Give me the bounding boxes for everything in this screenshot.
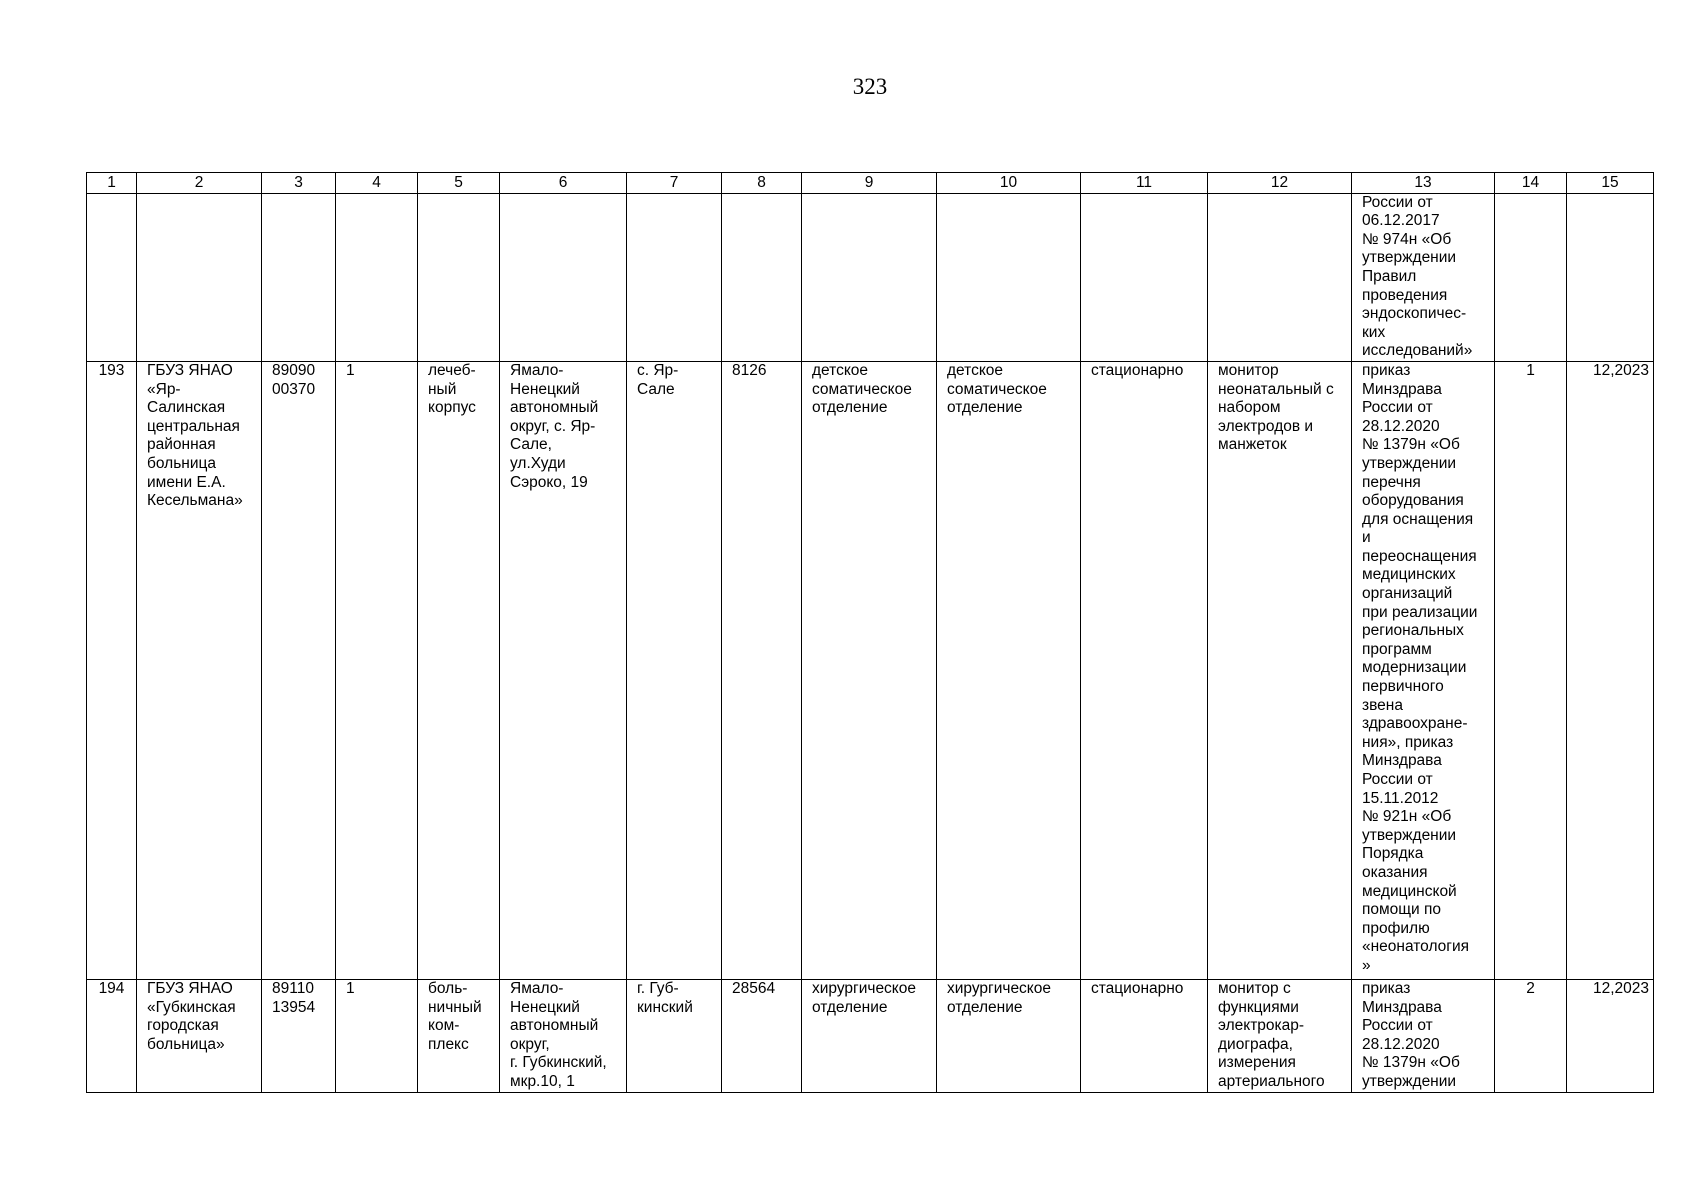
- cell-row-number: 193: [87, 361, 137, 979]
- col-header-13: 13: [1352, 173, 1495, 194]
- col-header-7: 7: [627, 173, 722, 194]
- cell-care-conditions: стационарно: [1081, 979, 1208, 1092]
- cell-population: 8126: [722, 361, 802, 979]
- cell-empty: [802, 193, 937, 361]
- cell-department-profile: детское соматическое отделение: [937, 361, 1081, 979]
- table-row: [87, 979, 1654, 1092]
- cell-address: Ямало- Ненецкий автономный округ, г. Губкинский, мкр.10, 1: [500, 979, 627, 1092]
- cell-legal-basis: России от 06.12.2017 № 974н «Об утверждении Правил проведения эндоскопичес- ких исследований»: [1352, 193, 1495, 361]
- page-number: 323: [852, 74, 888, 99]
- cell-empty: [722, 193, 802, 361]
- cell-department: хирургическое отделение: [802, 979, 937, 1092]
- cell-empty: [336, 193, 418, 361]
- col-header-10: 10: [937, 173, 1081, 194]
- col-header-6: 6: [500, 173, 627, 194]
- cell-empty: [627, 193, 722, 361]
- cell-deadline: 12,2023: [1567, 361, 1654, 979]
- cell-row-number: 194: [87, 979, 137, 1092]
- cell-settlement: г. Губ- кинский: [627, 979, 722, 1092]
- cell-organization: ГБУЗ ЯНАО «Яр- Салинская центральная районная больница имени Е.А. Кесельмана»: [137, 361, 262, 979]
- cell-settlement: с. Яр- Сале: [627, 361, 722, 979]
- cell-empty: [87, 193, 137, 361]
- cell-care-conditions: стационарно: [1081, 361, 1208, 979]
- cell-legal-basis: приказ Минздрава России от 28.12.2020 № 1379н «Об утверждении: [1352, 979, 1495, 1092]
- column-number-header-row: [87, 173, 1654, 194]
- table-row: [87, 361, 1654, 979]
- cell-deadline: 12,2023: [1567, 979, 1654, 1092]
- table-row-continuation: [87, 193, 1654, 361]
- col-header-2: 2: [137, 173, 262, 194]
- cell-empty: [1567, 193, 1654, 361]
- cell-building: боль- ничный ком- плекс: [418, 979, 500, 1092]
- col-header-1: 1: [87, 173, 137, 194]
- cell-code: 89110 13954: [262, 979, 336, 1092]
- cell-organization: ГБУЗ ЯНАО «Губкинская городская больница»: [137, 979, 262, 1092]
- cell-quantity: 1: [336, 361, 418, 979]
- cell-building: лечеб- ный корпус: [418, 361, 500, 979]
- col-header-5: 5: [418, 173, 500, 194]
- cell-empty: [1081, 193, 1208, 361]
- col-header-12: 12: [1208, 173, 1352, 194]
- cell-empty: [137, 193, 262, 361]
- col-header-4: 4: [336, 173, 418, 194]
- cell-empty: [418, 193, 500, 361]
- cell-quantity: 1: [336, 979, 418, 1092]
- cell-department-profile: хирургическое отделение: [937, 979, 1081, 1092]
- col-header-8: 8: [722, 173, 802, 194]
- cell-legal-basis: приказ Минздрава России от 28.12.2020 № 1379н «Об утверждении перечня оборудования для оснащения и переоснащения медицинских организаций при реализации региональных программ модернизации первичного звена здравоохране- ния», приказ Минздрава России от 15.11.2012 № 921н «Об утверждении Порядка оказания медицинской помощи по профилю «неонатология »: [1352, 361, 1495, 979]
- cell-department: детское соматическое отделение: [802, 361, 937, 979]
- cell-population: 28564: [722, 979, 802, 1092]
- cell-empty: [937, 193, 1081, 361]
- cell-empty: [1208, 193, 1352, 361]
- col-header-14: 14: [1495, 173, 1567, 194]
- cell-equipment-count: 2: [1495, 979, 1567, 1092]
- col-header-11: 11: [1081, 173, 1208, 194]
- cell-empty: [1495, 193, 1567, 361]
- cell-address: Ямало- Ненецкий автономный округ, с. Яр- Сале, ул.Худи Сэроко, 19: [500, 361, 627, 979]
- equipment-table: [86, 172, 1654, 1093]
- cell-code: 89090 00370: [262, 361, 336, 979]
- col-header-9: 9: [802, 173, 937, 194]
- cell-equipment: монитор с функциями электрокар- диографа, измерения артериального: [1208, 979, 1352, 1092]
- cell-equipment: монитор неонатальный с набором электродов и манжеток: [1208, 361, 1352, 979]
- col-header-15: 15: [1567, 173, 1654, 194]
- cell-empty: [262, 193, 336, 361]
- cell-empty: [500, 193, 627, 361]
- cell-equipment-count: 1: [1495, 361, 1567, 979]
- col-header-3: 3: [262, 173, 336, 194]
